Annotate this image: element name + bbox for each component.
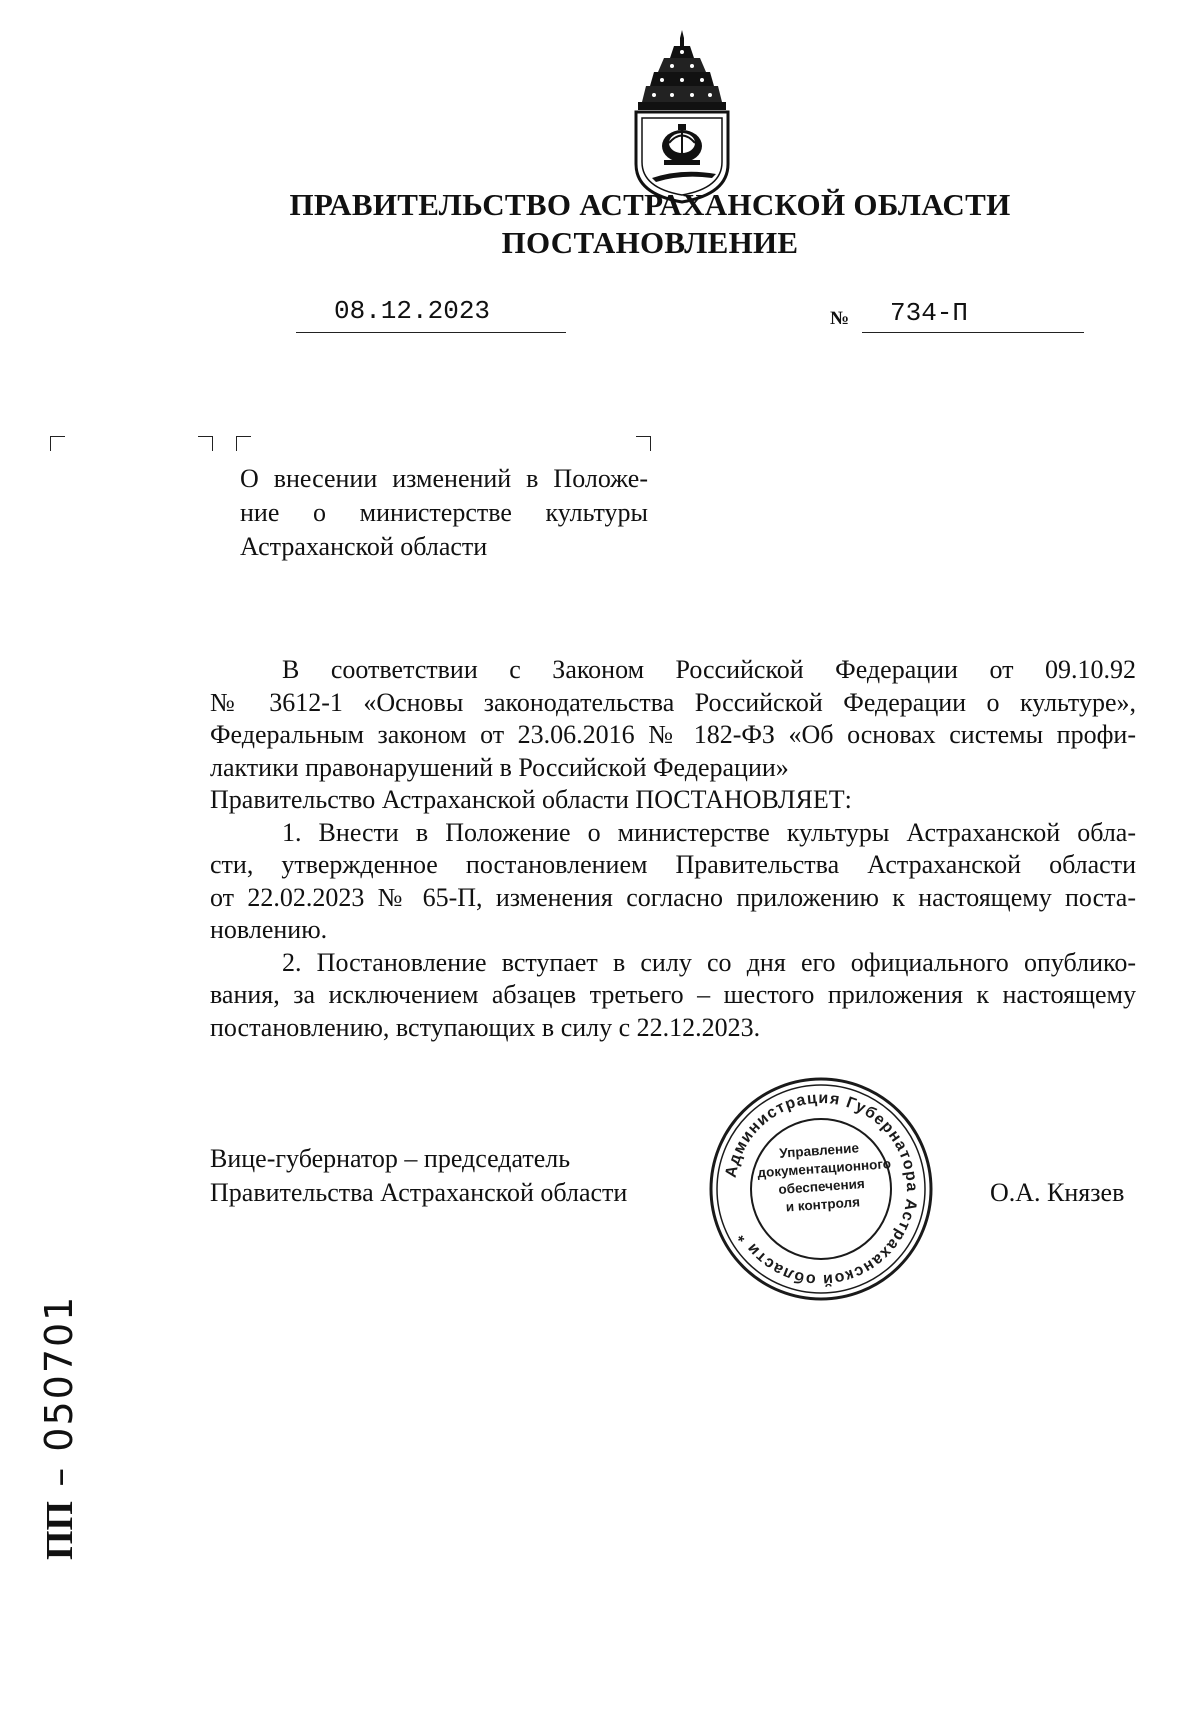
- body-line: В соответствии с Законом Российской Федерации от 09.10.92: [282, 655, 1136, 684]
- document-type-title: ПОСТАНОВЛЕНИЕ: [501, 225, 799, 260]
- subject-line: ние о министерстве культуры: [240, 498, 648, 527]
- coat-of-arms-emblem: [628, 28, 736, 204]
- stamp-inner-line: и контроля: [785, 1194, 861, 1215]
- body-line: сти, утвержденное постановлением Правительства Астраханской области: [210, 850, 1136, 879]
- document-subject: [240, 462, 648, 564]
- body-line: 2. Постановление вступает в силу со дня его официального опублико-: [282, 947, 1136, 977]
- issuer-title: ПРАВИТЕЛЬСТВО АСТРАХАНСКОЙ ОБЛАСТИ: [289, 187, 1011, 222]
- body-line: № 3612-1 «Основы законодательства Российской Федерации о культуре»,: [210, 687, 1136, 717]
- stamp-inner-line: Управление: [778, 1140, 860, 1161]
- form-serial-number: [38, 1295, 81, 1560]
- document-body: [210, 654, 1136, 1044]
- body-line: Правительство Астраханской области ПОСТАНОВЛЯЕТ:: [210, 785, 852, 814]
- serial-number: – 050701: [37, 1294, 81, 1501]
- signatory-position-line: Правительства Астраханской области: [210, 1178, 628, 1207]
- number-field: [862, 298, 1084, 333]
- body-line: лактики правонарушений в Российской Федерации»: [210, 752, 789, 782]
- subject-line: Астраханской области: [240, 532, 488, 561]
- body-line: новлению.: [210, 915, 328, 944]
- stamp-inner-line: документационного: [756, 1156, 892, 1181]
- serial-prefix: ПП: [39, 1500, 81, 1560]
- signatory-position-line: Вице-губернатор – председатель: [210, 1144, 571, 1173]
- corner-bracket-subject-left: [236, 436, 251, 451]
- corner-bracket-left-outer: [50, 436, 65, 451]
- body-line: от 22.02.2023 № 65-П, изменения согласно приложению к настоящему поста-: [210, 882, 1136, 912]
- stamp-inner-line: обеспечения: [777, 1175, 866, 1197]
- document-number: 734-П: [890, 298, 969, 328]
- number-sign: №: [830, 308, 850, 329]
- signatory-name: О.А. Князев: [990, 1178, 1125, 1207]
- corner-bracket-subject-right: [636, 436, 651, 451]
- corner-bracket-left-inner: [198, 436, 213, 451]
- date-field: [296, 296, 566, 333]
- signatory-position: [210, 1142, 627, 1210]
- body-line: вания, за исключением абзацев третьего – шестого приложения к настоящему: [210, 980, 1136, 1009]
- document-date: 08.12.2023: [334, 296, 491, 326]
- stamp-inner-text: [756, 1138, 892, 1219]
- subject-line: О внесении изменений в Положе-: [240, 464, 648, 493]
- body-line: 1. Внести в Положение о министерстве культуры Астраханской обла-: [282, 817, 1136, 847]
- body-line: постановлению, вступающих в силу с 22.12.2023.: [210, 1012, 761, 1042]
- official-stamp: [708, 1076, 934, 1302]
- body-line: Федеральным законом от 23.06.2016 № 182-ФЗ «Об основах системы профи-: [210, 720, 1136, 749]
- stamp-ring-text: Администрация Губернатора Астраханской области *: [722, 1089, 921, 1289]
